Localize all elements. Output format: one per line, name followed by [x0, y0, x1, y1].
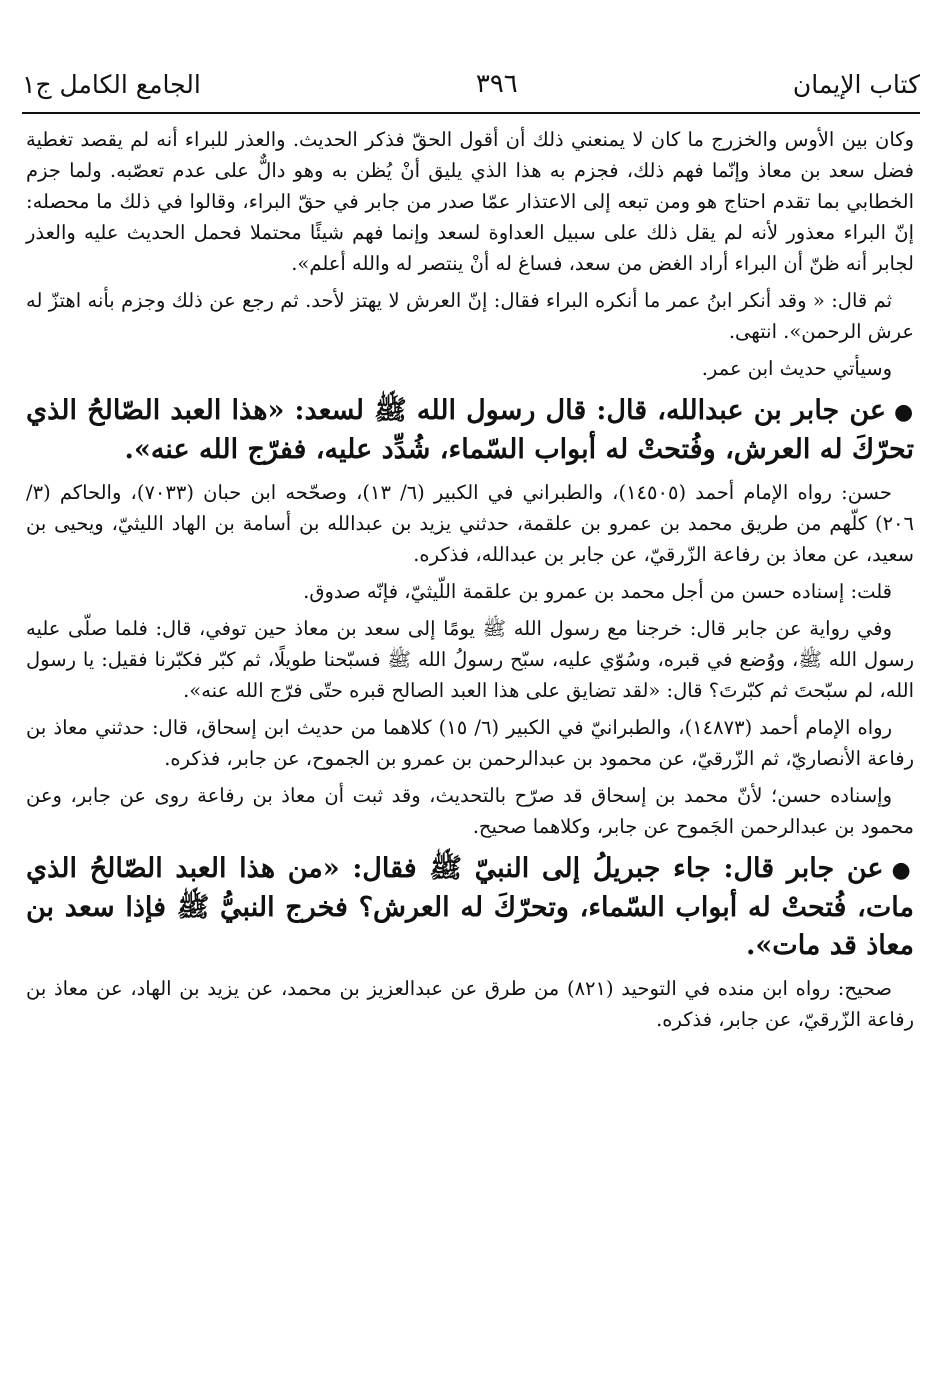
paragraph: وإسناده حسن؛ لأنّ محمد بن إسحاق قد صرّح بالتحديث، وقد ثبت أن معاذ بن رفاعة روى عن جابر، وعن محمود بن عبدالرحمن الجَموح عن جابر، وكلاهما صحيح.: [26, 784, 914, 838]
hadith-body: عن جابر بن عبدالله، قال: قال رسول الله ﷺ لسعد: «هذا العبد الصّالحُ الذي تحرّكَ له العرش، وفُتحتْ له أبواب السّماء، شُدِّد عليه، ففرّج الله عنه».: [26, 395, 914, 465]
paragraph: وفي رواية عن جابر قال: خرجنا مع رسول الله ﷺ يومًا إلى سعد بن معاذ حين توفي، قال: فلما صلّى عليه رسول الله ﷺ، ووُضع في قبره، وسُوّي عليه، سبّح رسولُ الله ﷺ فسبّحنا طويلًا، ثم كبّر فكبّرنا فقيل: يا رسول الله، لم سبّحتَ ثم كبّرتَ؟ قال: «لقد تضايق على هذا العبد الصالح قبره حتّى فرّج الله عنه».: [26, 617, 914, 702]
page-header: [22, 62, 920, 106]
paragraph: قلت: إسناده حسن من أجل محمد بن عمرو بن علقمة اللّيثيّ، فإنّه صدوق.: [303, 580, 892, 603]
page-number: ٣٩٦: [475, 69, 518, 99]
paragraph: وكان بين الأوس والخزرج ما كان لا يمنعني ذلك أن أقول الحقّ فذكر الحديث. والعذر للبراء أنه لم يقصد تغطية فضل سعد بن معاذ وإنّما فهم ذلك، فجزم به هذا الذي يليق أنْ يُظن به وهو دالٌّ على عدم تعصّبه. ولما جزم الخطابي بما تقدم احتاج هو ومن تبعه إلى الاعتذار عمّا صدر من جابر في حقّ البراء، وقالوا في ذلك ما محصله: إنّ البراء معذور لأنه لم يقل ذلك على سبيل العداوة لسعد وإنما فهم شيئًا محتملا فحمل الحديث عليه والعذر لجابر أنه ظنّ أن البراء أراد الغض من سعد، فساغ له أنْ ينتصر له والله أعلم».: [26, 128, 914, 275]
paragraph: ثم قال: « وقد أنكر ابنُ عمر ما أنكره البراء فقال: إنّ العرش لا يهتز لأحد. ثم رجع عن ذلك وجزم بأنه اهتزّ له عرش الرحمن». انتهى.: [26, 289, 914, 343]
hadith-body: عن جابر قال: جاء جبريلُ إلى النبيّ ﷺ فقال: «من هذا العبد الصّالحُ الذي مات، فُتحتْ له أبواب السّماء، وتحرّكَ له العرش؟ فخرج النبيُّ ﷺ فإذا سعد بن معاذ قد مات».: [26, 853, 914, 961]
bullet-icon: ●: [891, 857, 915, 883]
bullet-icon: ●: [894, 399, 914, 425]
paragraph: وسيأتي حديث ابن عمر.: [701, 357, 892, 380]
paragraph: صحيح: رواه ابن منده في التوحيد (٨٢١) من طرق عن عبدالعزيز بن محمد، عن يزيد بن الهاد، عن معاذ بن رفاعة الزّرقيّ، عن جابر، فذكره.: [26, 977, 914, 1031]
page-body: [26, 124, 914, 1041]
header-rule: [22, 112, 920, 114]
paragraph: رواه الإمام أحمد (١٤٨٧٣)، والطبرانيّ في الكبير (٦/ ١٥) كلاهما من حديث ابن إسحاق، قال: حدثني معاذ بن رفاعة الأنصاريّ، ثم الزّرقيّ، عن محمود بن عبدالرحمن بن عمرو بن الجموح، عن جابر، فذكره.: [26, 716, 914, 770]
hadith-text: [26, 392, 914, 469]
running-head-section: كتاب الإيمان: [792, 69, 920, 99]
running-head-title: الجامع الكامل ج١: [22, 69, 201, 99]
paragraph: حسن: رواه الإمام أحمد (١٤٥٠٥)، والطبراني في الكبير (٦/ ١٣)، وصحّحه ابن حبان (٧٠٣٣)، والحاكم (٣/ ٢٠٦) كلّهم من طريق محمد بن عمرو بن علقمة، حدثني يزيد بن عبدالله بن أسامة بن الهاد الليثيّ، ويحيى بن سعيد، عن معاذ بن رفاعة الزّرقيّ، عن جابر بن عبدالله، فذكره.: [26, 481, 914, 566]
hadith-text: [26, 850, 914, 965]
